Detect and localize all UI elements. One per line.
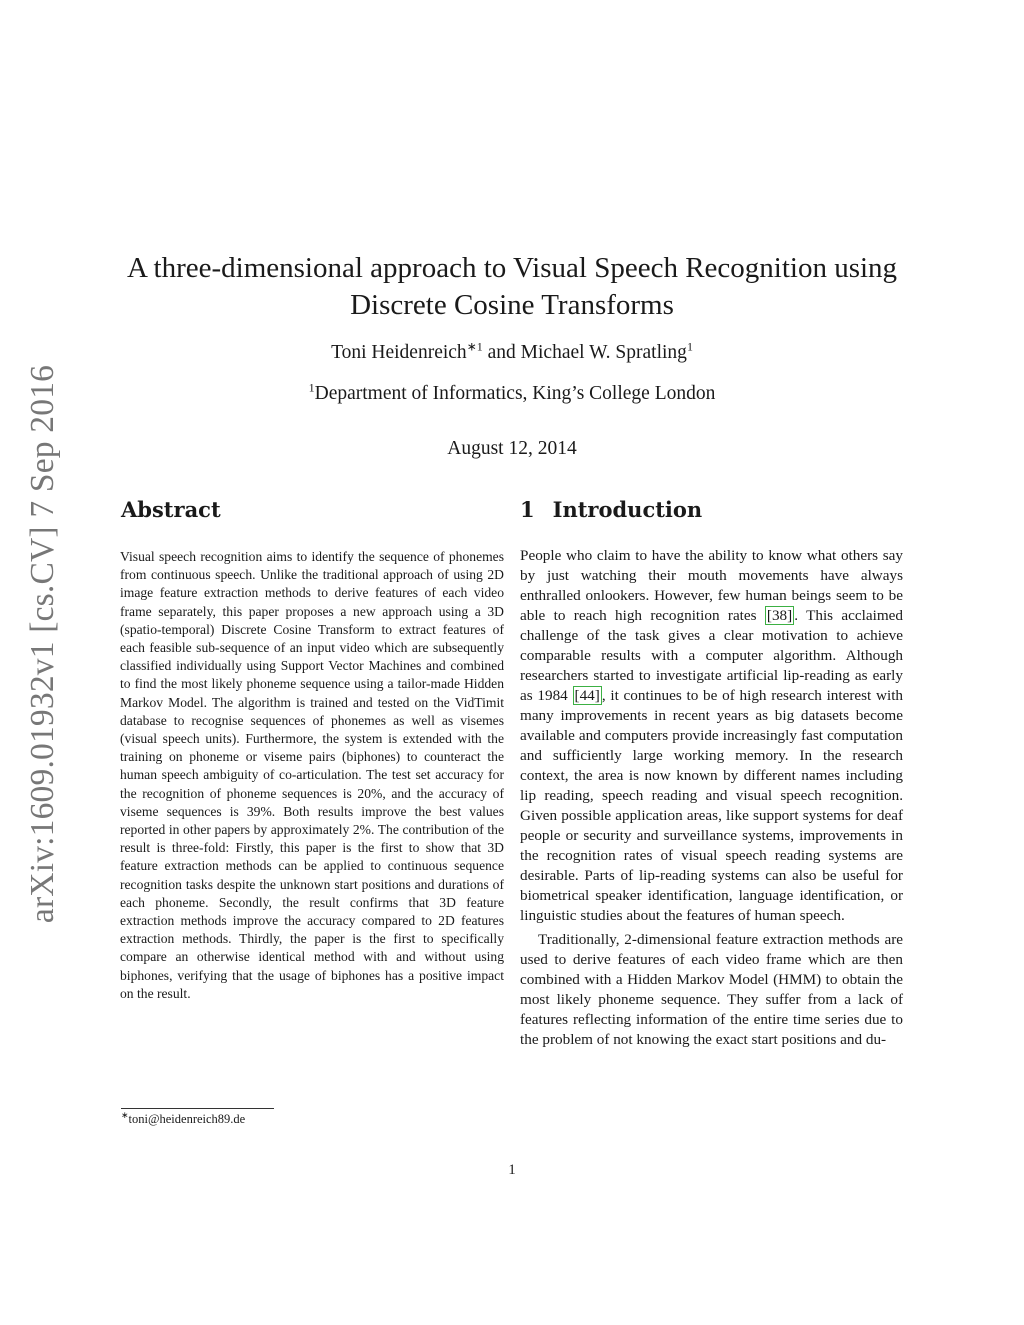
affiliation-text: Department of Informatics, King’s College London — [314, 383, 716, 404]
footnote — [121, 1109, 246, 1127]
section-title: Introduction — [552, 497, 703, 522]
abstract-heading: Abstract — [121, 497, 221, 522]
citation-link[interactable]: [38] — [766, 607, 793, 624]
paragraph-text: . This acclaimed challenge of the task gives a clear motivation to achieve comparable results with a computer algorithm. Although researchers started to investigate artificial lip-reading as early as 1984 — [520, 607, 903, 704]
section-number: 1 — [520, 497, 535, 522]
affiliation-mark: 1 — [308, 380, 315, 395]
arxiv-identifier[interactable]: arXiv:1609.01932v1 [cs.CV] 7 Sep 2016 — [24, 364, 61, 924]
arxiv-sidebar — [18, 360, 68, 930]
page-number: 1 — [508, 1162, 516, 1178]
author-name: Michael W. Spratling — [520, 342, 687, 363]
abstract-text: Visual speech recognition aims to identify the sequence of phonemes from continuous speech. Unlike the traditional approach of using 2D image feature extraction methods to derive features of each video frame separately, this paper proposes a new approach using a 3D (spatio-temporal) Discrete Cosine Transform to extract features of each feasible sub-sequence of an input video which are subsequently classified individually using Support Vector Machines and combined to find the most likely phoneme sequence using a tailor-made Hidden Markov Model. The algorithm is trained and tested on the VidTimit database to recognise sequences of phonemes as well as visemes (visual speech units). Furthermore, the system is extended with the training on phoneme or viseme pairs (biphones) to counteract the human speech ambiguity of co-articulation. The test set accuracy for the recognition of phoneme sequences is 20%, and the accuracy of viseme sequences is 39%. Both results improve the best values reported in other papers by approximately 2%. The contribution of the result is three-fold: Firstly, this paper is the first to show that 3D feature extraction methods can be applied to continuous sequence recognition tasks despite the unknown start positions and durations of each phoneme. Secondly, the result confirms that 3D feature extraction methods improve the accuracy compared to 2D features extraction methods. Thirdly, the paper is the first to specifically compare an otherwise identical method with and without using biphones, verifying that the usage of biphones has a positive impact on the result. — [120, 549, 504, 1001]
citation-link[interactable]: [44] — [574, 687, 600, 704]
paragraph: Traditionally, 2-dimensional feature extraction methods are used to derive features of each video frame which are then combined with a Hidden Markov Model (HMM) to obtain the most likely phoneme sequence. They suffer from a lack of features reflecting information of the entire time series due to the problem of not knowing the exact start positions and du- — [520, 931, 903, 1048]
affiliation — [110, 380, 914, 405]
paragraph-text: People who claim to have the ability to know what others say by just watching their mouth movements have always enthralled onlookers. However, few human beings seem to be able to reach high recognition rates — [520, 547, 903, 624]
footnote-mark: ∗ — [121, 1109, 129, 1120]
author-line — [110, 339, 914, 364]
author-mark: ∗1 — [466, 339, 483, 354]
author-mark: 1 — [686, 339, 693, 354]
footnote-divider — [121, 1108, 274, 1109]
introduction-body — [520, 546, 903, 1050]
author-name: Toni Heidenreich — [331, 342, 467, 363]
paper-title: A three-dimensional approach to Visual Speech Recognition using Discrete Cosine Transforms — [126, 252, 898, 321]
paper-date: August 12, 2014 — [447, 438, 577, 459]
introduction-heading — [520, 497, 702, 522]
paragraph-text: , it continues to be of high research interest with many improvements in recent years as big datasets become available and computers provide increasingly fast computation and sufficiently large working memory. In the research context, the area is now known by different names including lip reading, speech reading and visual speech recognition. Given possible application areas, like support systems for deaf people or security and surveillance systems, improvements in the recognition rates of visual speech reading systems are desirable. Parts of lip-reading systems can also be useful for biometrical speaker identification, language identification, or linguistic studies about the features of human speech. — [520, 687, 904, 924]
footnote-email: toni@heidenreich89.de — [128, 1112, 246, 1126]
paragraph — [520, 546, 903, 926]
author-conjunction: and — [482, 342, 521, 363]
